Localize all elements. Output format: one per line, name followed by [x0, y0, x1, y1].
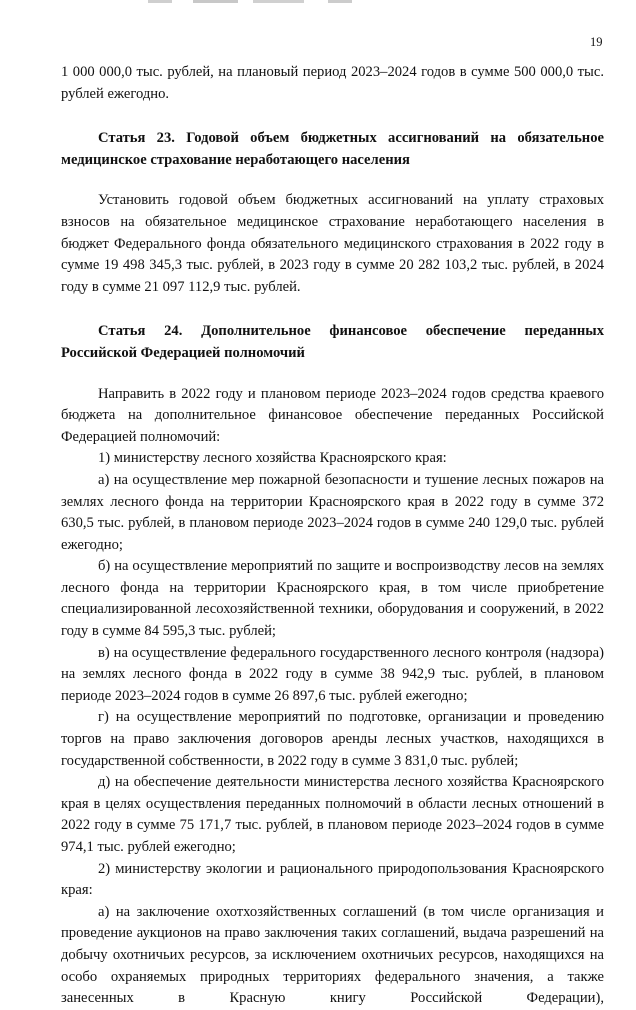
- page-number: 19: [590, 35, 603, 49]
- article-24-heading: Статья 24. Дополнительное финансовое обеспечение переданных Российской Федерацией полномочий: [61, 323, 604, 361]
- spacer: [61, 105, 604, 128]
- spacer: [61, 298, 604, 321]
- document-body: [61, 62, 604, 1010]
- article-24-item-1g: г) на осуществление мероприятий по подготовке, организации и проведению торгов на право заключения договоров аренды лесных участков, находящихся в государственной собственности, в 2022 году в сумме 3 831,0 тыс. рублей;: [61, 709, 604, 769]
- intro-paragraph: 1 000 000,0 тыс. рублей, на плановый период 2023–2024 годов в сумме 500 000,0 тыс. рублей ежегодно.: [61, 64, 604, 102]
- article-24-item-1b: б) на осуществление мероприятий по защите и воспроизводству лесов на землях лесного фонда на территории Красноярского края, в том числе приобретение специализированной лесохозяйственной техники, оборудования и сооружений, в 2022 году в сумме 84 595,3 тыс. рублей;: [61, 558, 604, 640]
- article-23-heading: Статья 23. Годовой объем бюджетных ассигнований на обязательное медицинское страхование неработающего населения: [61, 130, 604, 168]
- spacer: [61, 171, 604, 190]
- article-23-text: Установить годовой объем бюджетных ассигнований на уплату страховых взносов на обязательное медицинское страхование неработающего населения в бюджет Федерального фонда обязательного медицинского страхования в 2022 году в сумме 19 498 345,3 тыс. рублей, в 2023 году в сумме 20 282 103,2 тыс. рублей, в 2024 году в сумме 21 097 112,9 тыс. рублей.: [61, 192, 604, 295]
- article-24-item-2: 2) министерству экологии и рационального природопользования Красноярского края:: [61, 860, 604, 899]
- article-24-item-1d: д) на обеспечение деятельности министерства лесного хозяйства Красноярского края в целях осуществления переданных полномочий в области лесных отношений в 2022 году в сумме 75 171,7 тыс. рублей, в плановом периоде 2023–2024 годов в сумме 974,1 тыс. рублей ежегодно;: [61, 774, 604, 855]
- article-24-item-1v: в) на осуществление федерального государственного лесного контроля (надзора) на землях лесного фонда в 2022 году в сумме 38 942,9 тыс. рублей, в плановом периоде 2023–2024 годов в сумме 26 897,6 тыс. рублей ежегодно;: [61, 644, 604, 704]
- article-24-item-1: 1) министерству лесного хозяйства Красноярского края:: [98, 450, 447, 467]
- scan-top-mark: [118, 0, 418, 3]
- article-24-item-1a: а) на осуществление мер пожарной безопасности и тушение лесных пожаров на землях лесного фонда на территории Красноярского края в 2022 году в сумме 372 630,5 тыс. рублей, в плановом периоде 2023–2024 годов в сумме 240 129,0 тыс. рублей ежегодно;: [61, 471, 604, 553]
- spacer: [61, 365, 604, 384]
- article-24-item-2a: а) на заключение охотхозяйственных соглашений (в том числе организация и проведение аукционов на право заключения таких соглашений, выдача разрешений на добычу охотничьих ресурсов, за исключением охотничьих ресурсов, находящихся на особо охраняемых природных территориях федерального значения, а также занесенных в Красную книгу Российской Федерации),: [61, 903, 604, 1007]
- article-24-paragraph: Направить в 2022 году и плановом периоде 2023–2024 годов средства краевого бюджета на дополнительное финансовое обеспечение переданных Российской Федерацией полномочий:: [61, 385, 604, 445]
